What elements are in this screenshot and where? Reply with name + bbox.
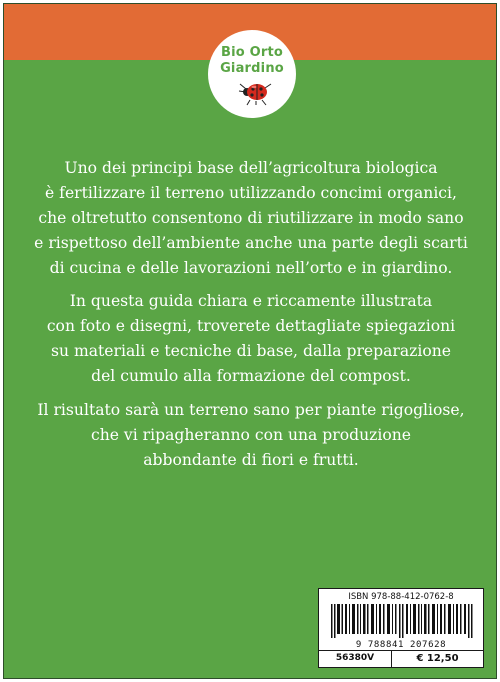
text-line: con foto e disegni, troverete dettagliate spiegazioni: [46, 317, 456, 335]
text-line: abbondante di fiori e frutti.: [143, 451, 359, 469]
badge-title-line2: Giardino: [220, 61, 284, 76]
text-line: del cumulo alla formazione del compost.: [91, 367, 411, 385]
ean-digits: 9 788841 207628: [355, 640, 447, 650]
barcode-icon: [329, 604, 475, 638]
badge-title-line1: Bio Orto: [220, 45, 284, 60]
ladybug-icon: [238, 80, 272, 106]
price-label: € 12,50: [416, 653, 459, 664]
text-line: di cucina e delle lavorazioni nell’orto e in giardino.: [49, 259, 453, 277]
book-back-cover: [3, 3, 497, 679]
product-code: 56380V: [319, 651, 392, 667]
text-line: Il risultato sarà un terreno sano per piante rigogliose,: [37, 401, 465, 419]
paragraph-intro: [24, 156, 478, 281]
code-price-row: [319, 650, 483, 667]
text-line: Uno dei principi base dell’agricoltura biologica: [64, 159, 438, 177]
paragraph-result: [24, 398, 478, 473]
series-badge: [208, 30, 296, 118]
text-line: su materiali e tecniche di base, dalla preparazione: [50, 342, 452, 360]
text-line: che oltretutto consentono di riutilizzare in modo sano: [38, 209, 464, 227]
isbn-label: ISBN 978-88-412-0762-8: [348, 592, 454, 602]
text-line: è fertilizzare il terreno utilizzando concimi organici,: [44, 184, 457, 202]
barcode-box: [318, 588, 484, 668]
text-line: che vi ripagheranno con una produzione: [90, 426, 412, 444]
paragraph-guide: [24, 289, 478, 389]
text-line: e rispettoso dell’ambiente anche una parte degli scarti: [34, 234, 468, 252]
text-line: In questa guida chiara e riccamente illustrata: [69, 292, 433, 310]
